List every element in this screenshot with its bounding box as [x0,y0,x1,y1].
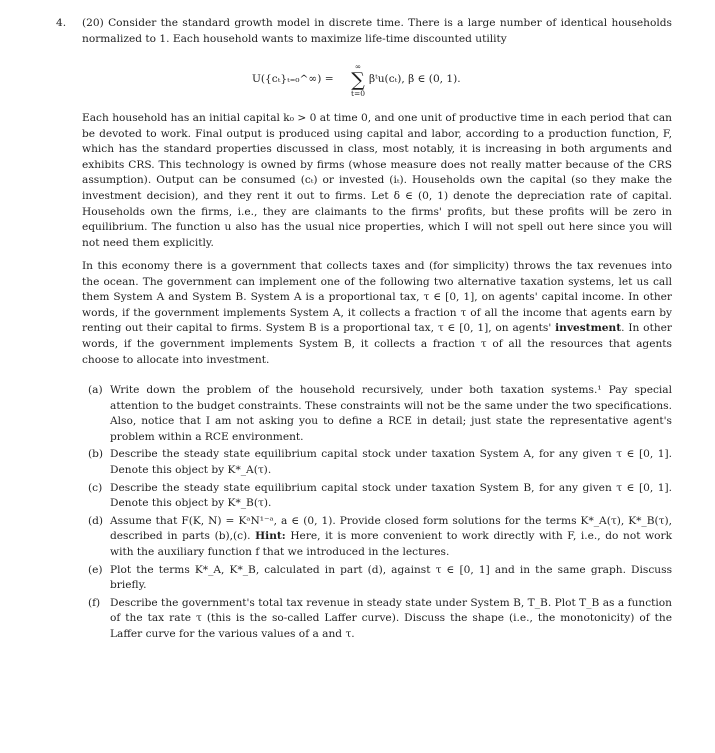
part-c [88,481,672,512]
question-number: 4. [56,17,67,29]
part-label: (c) [88,481,103,494]
sigma-symbol: ∑ [351,69,365,91]
question-parts-list [88,383,672,645]
formula-rhs: βᵗu(cₜ), β ∈ (0, 1). [369,73,461,85]
part-text-tail: Here, it is more convenient to work directly with F, i.e., do not work with the auxiliary function f that we introduced in the lectures. [110,530,673,558]
paragraph-taxation-tail: . In other words, if the government implements System B, it collects a fraction τ of all the resources that agents choose to allocate into investment. [82,322,672,366]
part-text: Describe the steady state equilibrium capital stock under taxation System B, for any given τ ∈ [0, 1]. Denote this object by K*_B(τ). [110,481,672,510]
part-d [88,514,672,561]
part-f [88,596,672,643]
part-text: Write down the problem of the household recursively, under both taxation systems.¹ Pay special attention to the budget constraints. These constraints will not be the same under the two specifications. Also, notice that I am not asking you to define a RCE in detail; just state the representative agent's problem within a RCE environment. [110,384,672,443]
emphasis-investment: investment [555,322,622,335]
question-intro: (20) Consider the standard growth model in discrete time. There is a large number of identical households normalized to 1. Each household wants to maximize life-time discounted utility [82,17,672,45]
sum-upper-limit: ∞ [354,62,362,71]
utility-formula [252,62,492,98]
part-label: (d) [88,514,104,527]
part-b [88,447,672,478]
part-label: (a) [88,384,103,396]
part-text: Describe the steady state equilibrium capital stock under taxation System A, for any given τ ∈ [0, 1]. Denote this object by K*_A(τ). [110,448,672,476]
formula-lhs: U({cₜ}ₜ₌₀^∞) = [252,73,334,85]
part-a [88,383,672,445]
part-label: (e) [88,563,103,576]
sum-lower-limit: t=0 [350,89,366,98]
part-text: Assume that F(K, N) = KᵃN¹⁻ᵃ, a ∈ (0, 1). Provide closed form solutions for the terms K*_A(τ), K*_B(τ), described in parts (b),(c). [110,514,672,543]
hint-label: Hint: [255,530,286,543]
paragraph-taxation [82,259,672,368]
part-text: Describe the government's total tax revenue in steady state under System B, T_B. Plot T_B as a function of the tax rate τ (this is the so-called Laffer curve). Discuss the shape (i.e., the monotonicity) of the Laffer curve for the various values of a and τ. [110,596,672,640]
part-text: Plot the terms K*_A, K*_B, calculated in part (d), against τ ∈ [0, 1] and in the same graph. Discuss briefly. [110,563,672,592]
paragraph-taxation-text: In this economy there is a government that collects taxes and (for simplicity) throws the tax revenues into the ocean. The government can implement one of the following two alternative taxation systems, let us call them System A and System B. System A is a proportional tax, τ ∈ [0, 1], on agents' capital income. In other words, if the government implements System A, it collects a fraction τ of all the income that agents earn by renting out their capital to firms. System B is a proportional tax, τ ∈ [0, 1], on agents' [82,260,672,335]
part-label: (f) [88,596,101,609]
paragraph-model-setup: Each household has an initial capital k₀ > 0 at time 0, and one unit of productive time in each period that can be devoted to work. Final output is produced using capital and labor, according to a production function, F, which has the standard properties discussed in class, most notably, it is increasing in both arguments and exhibits CRS. This technology is owned by firms (whose measure does not really matter because of the CRS assumption). Output can be consumed (cₜ) or invested (iₜ). Households own the capital (so they make the investment decision), and they rent it out to firms. Let δ ∈ (0, 1) denote the depreciation rate of capital. Households own the firms, i.e., they are claimants to the firms' profits, but these profits will be zero in equilibrium. The function u also has the usual nice properties, which I will not spell out here since you will not need them explicitly. [82,112,672,249]
summation-sign [350,62,366,98]
part-label: (b) [88,448,104,461]
part-e [88,563,672,594]
